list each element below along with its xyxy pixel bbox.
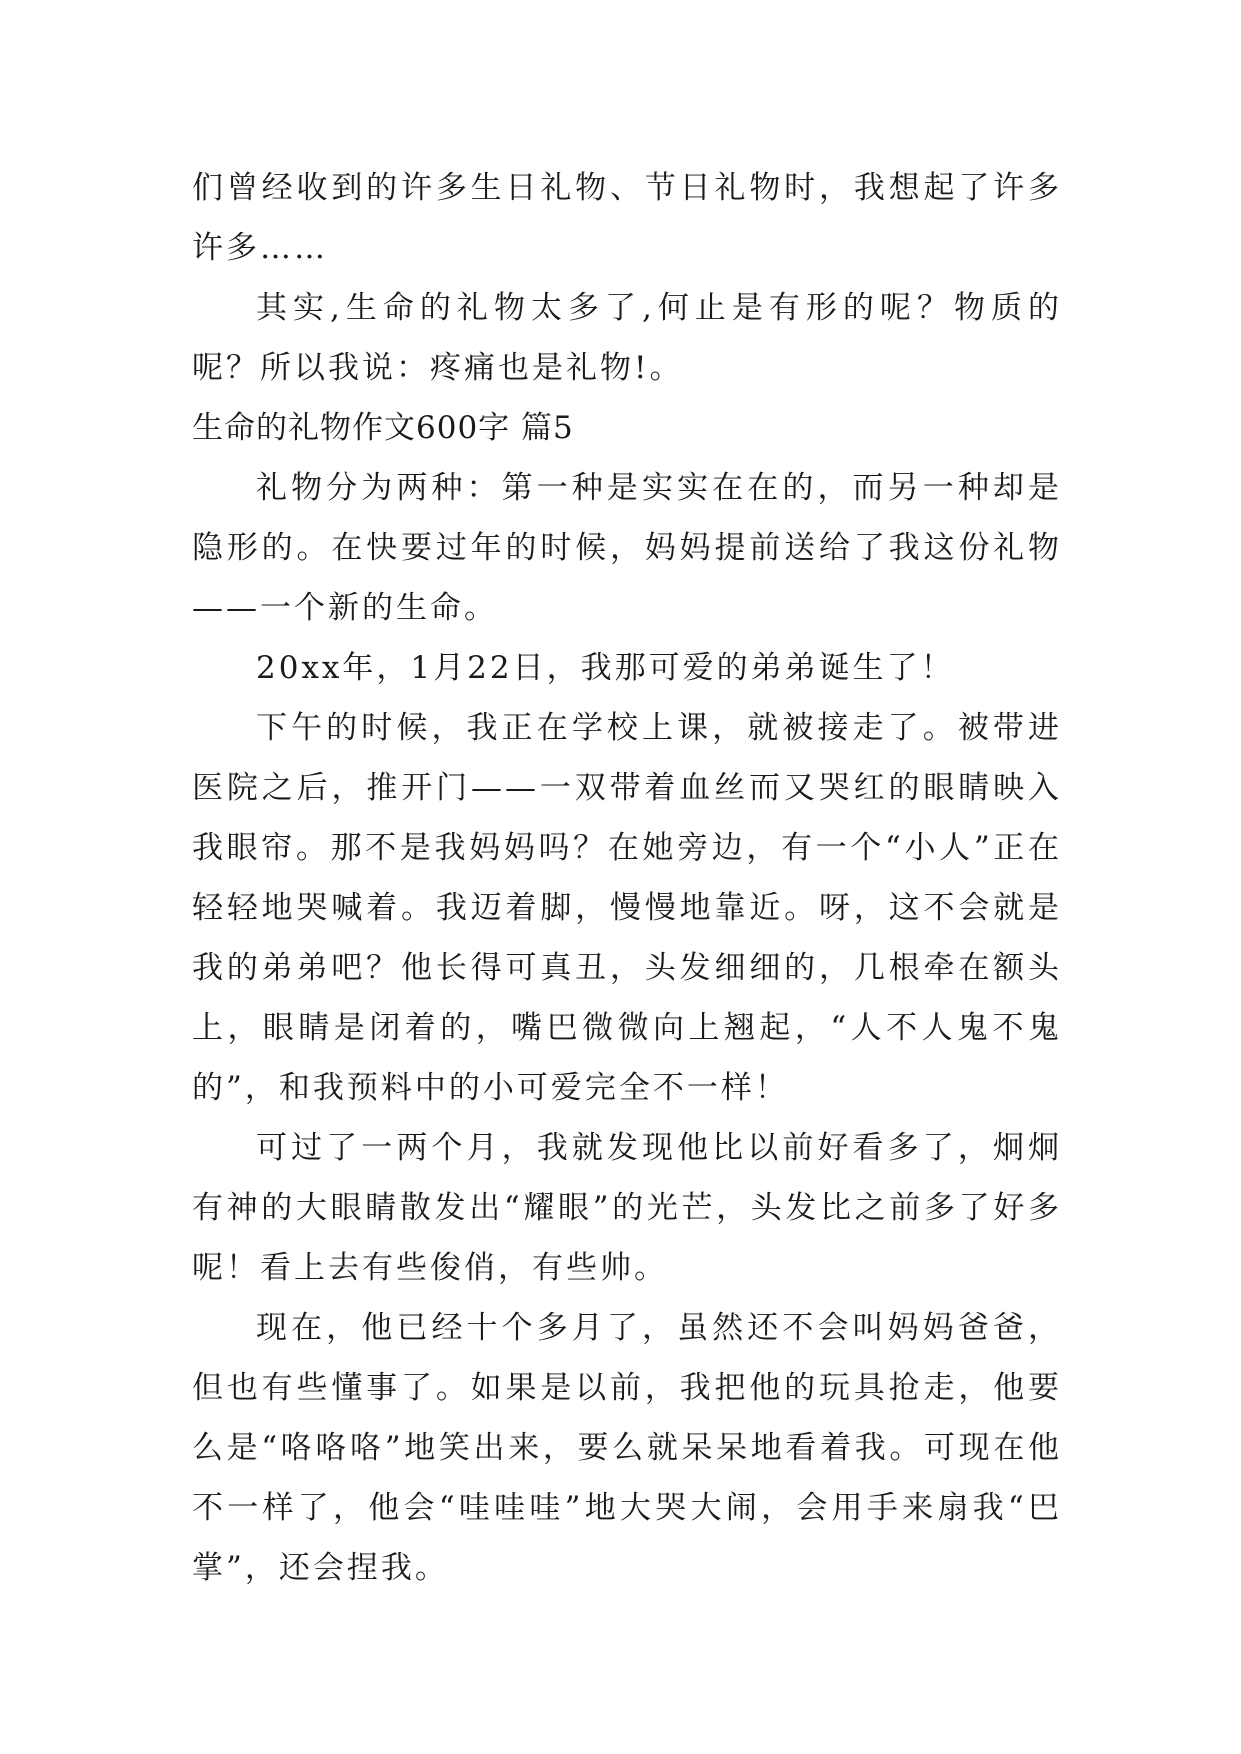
paragraph-5: 下午的时候，我正在学校上课，就被接走了。被带进医院之后，推开门——一双带着血丝而又哭红的眼睛映入我眼帘。那不是我妈妈吗？在她旁边，有一个“小人”正在轻轻地哭喊着。我迈着脚，慢慢地靠近。呀，这不会就是我的弟弟吧？他长得可真丑，头发细细的，几根牵在额头上，眼睛是闭着的，嘴巴微微向上翘起，“人不人鬼不鬼的”，和我预料中的小可爱完全不一样！	[192, 710, 1062, 1106]
paragraph-3: 礼物分为两种：第一种是实实在在的，而另一种却是隐形的。在快要过年的时候，妈妈提前送给了我这份礼物——一个新的生命。	[192, 470, 1062, 626]
paragraph-6: 可过了一两个月，我就发现他比以前好看多了，炯炯有神的大眼睛散发出“耀眼”的光芒，头发比之前多了好多呢！看上去有些俊俏，有些帅。	[192, 1130, 1062, 1286]
paragraph-2: 其实,生命的礼物太多了,何止是有形的呢？物质的呢？所以我说：疼痛也是礼物!。	[192, 290, 1062, 386]
document-page	[192, 158, 1062, 1598]
paragraph-1: 们曾经收到的许多生日礼物、节日礼物时，我想起了许多许多……	[192, 170, 1062, 266]
paragraph-4: 20xx年，1月22日，我那可爱的弟弟诞生了！	[256, 650, 955, 686]
paragraph-7: 现在，他已经十个多月了，虽然还不会叫妈妈爸爸，但也有些懂事了。如果是以前，我把他的玩具抢走，他要么是“咯咯咯”地笑出来，要么就呆呆地看着我。可现在他不一样了，他会“哇哇哇”地大哭大闹，会用手来扇我“巴掌”，还会捏我。	[192, 1310, 1062, 1586]
section-heading: 生命的礼物作文600字 篇5	[192, 410, 574, 446]
